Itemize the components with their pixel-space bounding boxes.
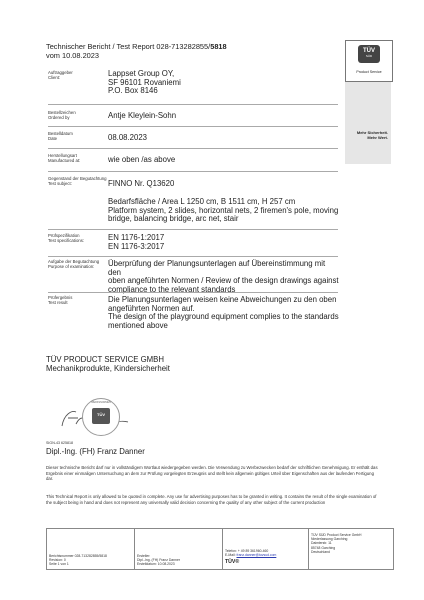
field-label-en: Client: [48,75,61,80]
divider [48,126,338,127]
field-value-manufactured [108,156,340,165]
field-value-purpose [108,260,340,294]
field-value-date [108,134,340,143]
value-line: Die Planungsunterlagen weisen keine Abweichungen zu den oben [108,295,337,304]
report-date: vom 10.08.2023 [46,51,100,60]
logo-service-label: Product Service [356,70,382,74]
footer-line: Ersteller: [137,554,151,558]
field-label-en: Ordered by [48,115,70,120]
field-label-de: Aufgabe der Begutachtung [48,259,100,264]
value-line: wie oben /as above [108,155,176,164]
slogan-text [345,130,388,140]
field-label-client [48,70,108,80]
value-line: mentioned above [108,320,168,330]
value-line: SF 96101 Rovaniemi [108,77,181,87]
value-line: angeführten Normen auf. [108,303,195,313]
slogan-panel [345,82,391,164]
organization-block [46,356,346,374]
field-value-test-specs [108,234,340,251]
field-label-de: Auftraggeber [48,70,73,75]
divider [48,292,338,293]
slogan-line-2: Mehr Wert. [367,135,388,140]
field-label-en: Manufactured at: [48,158,81,163]
footer-line: Revision: 0 [49,558,66,563]
seal-badge-text: TÜV [97,412,105,417]
field-label-en: Test result [48,300,68,305]
field-label-en: Test specifications: [48,238,85,243]
disclaimer-en: This Technical Report is only allowed to be quoted in complete. Any use for advertising purposes has to be granted in writing. It contains the result of the single examination of the subject being in hand and does not represent any universally valid decision concerning the quality of any other subject of the current production [46,494,377,505]
field-label-de: Prüfergebnis [48,295,73,300]
value-line: compliance to the relevant standards [108,284,236,294]
field-label-en: Purpose of examination: [48,264,95,269]
divider [48,229,338,230]
field-label-de: Prüfspezifikation [48,233,80,238]
field-label-date [48,131,108,141]
field-label-test-result [48,295,108,305]
slogan-line-1: Mehr Sicherheit. [356,130,388,135]
footer-email-link[interactable]: franz.danner@tuvsud.com [236,553,277,558]
footer-line: Dipl.-Ing. (FH) Franz Danner [137,558,180,563]
value-line: Überprüfung der Planungsunterlagen auf Übereinstimmung mit den [108,259,326,277]
footer-line: Erstelldatum: 10.08.2023 [137,562,175,567]
divider [48,256,338,257]
field-value-client [108,70,340,96]
footer-line: Deutschland [311,549,330,554]
footer-cell-report [47,529,135,569]
report-title-prefix: Technischer Bericht / Test Report 028-713282855/ [46,42,211,51]
value-line: P.O. Box 8146 [108,86,158,96]
field-label-test-subject [48,176,108,186]
value-line: Antje Kleylein-Sohn [108,111,177,120]
field-value-test-subject-details [108,198,340,224]
field-label-de: Bestellzeichen [48,110,76,115]
value-line: The design of the playground equipment complies to the standards [108,312,339,322]
organization-department: Mechanikprodukte, Kindersicherheit [46,363,170,373]
footer-tuv-logo: TÜV® [225,559,240,565]
footer-line: 85748 Garching [311,545,336,550]
field-label-test-specs [48,233,108,243]
footer-cell-address [309,529,393,569]
value-line: bridge, balancing bridge, arc net, stair [108,214,239,224]
signer-name: Dipl.-Ing. (FH) Franz Danner [46,447,145,456]
field-label-en: Date [48,136,58,141]
footer-contact-info [225,549,276,557]
seal-top-text: WERKSNORMEN [91,401,111,404]
field-label-de: Bestelldatum [48,131,73,136]
value-line: Lappset Group OY, [108,69,175,78]
field-label-manufactured [48,153,108,163]
footer-address [311,533,362,554]
report-number: 5818 [210,42,227,51]
value-line: FINNO Nr. Q13620 [108,179,175,188]
divider [48,104,338,105]
value-line: EN 1176-3:2017 [108,241,165,251]
footer-cell-author [135,529,223,569]
field-label-purpose [48,259,108,269]
field-value-test-subject [108,180,340,189]
logo-badge-sub: SÜD [365,54,373,58]
field-label-de: Gegenstand der Begutachtung [48,176,107,181]
tuv-logo [345,40,393,82]
footer-table [46,528,394,570]
value-line: Platform system, 2 slides, horizontal nets, 2 firemen's pole, moving [108,205,339,215]
value-line: EN 1176-1:2017 [108,233,165,242]
value-line: 08.08.2023 [108,133,148,142]
value-line: Bedarfsfläche / Area L 1250 cm, B 1511 cm, H 257 cm [108,197,296,206]
organization-name: TÜV PRODUCT SERVICE GMBH [46,355,164,364]
footer-line: Niederlassung Garching [311,537,348,542]
footer-line: Seite 1 von 1 [49,562,69,567]
footer-line: Berichtsnummer 028-713282855/5818 [49,554,107,558]
logo-badge-text: TÜV [363,48,375,54]
footer-line: TÜV SÜD Product Service GmbH [311,533,362,537]
divider [48,148,338,149]
field-label-de: Herstellungsart [48,153,77,158]
value-line: oben angeführten Normen / Review of the design drawings against [108,276,339,286]
footer-author-info [137,554,180,567]
footer-report-info [49,554,107,567]
report-title [46,42,346,60]
tuv-seal-icon [82,398,120,436]
footer-cell-contact [223,529,309,569]
signature-code: SIGN-43 625818 [46,441,73,445]
field-label-en: Test subject: [48,181,72,186]
field-value-ordered-by [108,112,340,121]
signature-area [58,398,148,438]
field-value-test-result [108,296,340,330]
footer-line: Daimlerstr. 11 [311,541,332,546]
field-label-ordered-by [48,110,108,120]
footer-phone: Telefon: + 49 89 361960-460 [225,549,269,553]
divider [48,171,338,172]
tuv-octagon-icon [358,45,380,63]
footer-email-label: E-Mail: [225,553,237,558]
disclaimer-de: Dieser technische Bericht darf nur in vollständigem Wortlaut wiedergegeben werden. Die Verwendung zu Werbezwecken bedarf der schriftlichen Genehmigung. Er enthält das Ergebnis einer einmaligen Untersuchung an dem zur Prüfung vorgelegten Erzeugnis und stellt kein allgemein gültiges Urteil über Eigenschaften aus der laufenden Fertigung dar. [46,465,378,482]
